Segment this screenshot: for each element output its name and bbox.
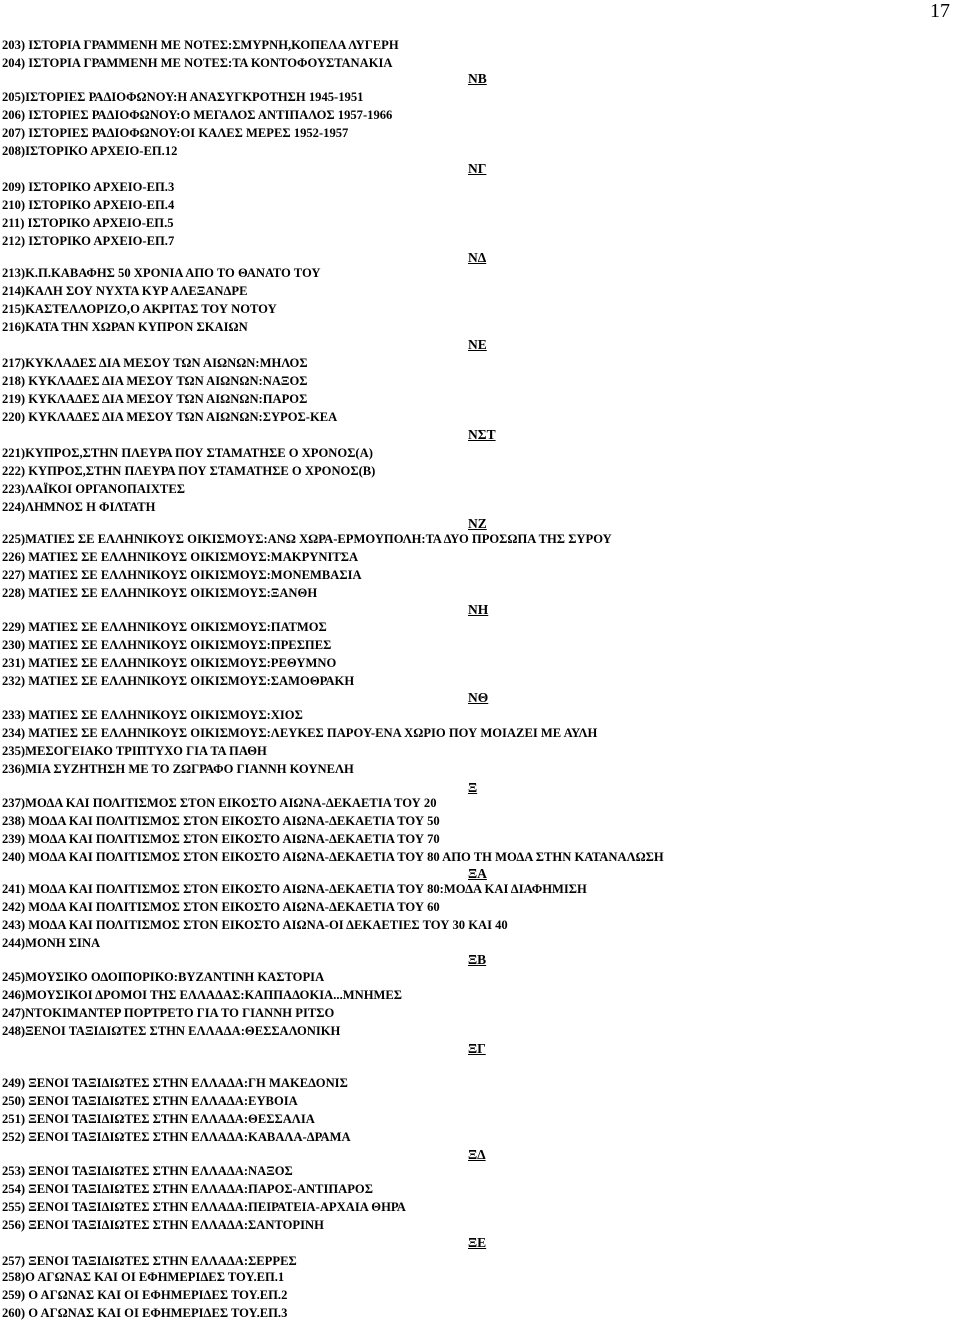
list-item: 228) ΜΑΤΙΕΣ ΣΕ ΕΛΛΗΝΙΚΟΥΣ ΟΙΚΙΣΜΟΥΣ:ΞΑΝΘΗ [2,586,318,600]
section-heading: ΝΕ [468,337,487,352]
list-item: 233) ΜΑΤΙΕΣ ΣΕ ΕΛΛΗΝΙΚΟΥΣ ΟΙΚΙΣΜΟΥΣ:ΧΙΟΣ [2,708,303,722]
list-item: 252) ΞΕΝΟΙ ΤΑΞΙΔΙΩΤΕΣ ΣΤΗΝ ΕΛΛΑΔΑ:ΚΑΒΑΛΑ-ΔΡΑΜΑ [2,1130,351,1144]
list-item: 246)ΜΟΥΣΙΚΟΙ ΔΡΟΜΟΙ ΤΗΣ ΕΛΛΑΔΑΣ:ΚΑΠΠΑΔΟΚΙΑ...ΜΝΗΜΕΣ [2,988,403,1002]
list-item: 223)ΛΑΪΚΟΙ ΟΡΓΑΝΟΠΑΙΧΤΕΣ [2,482,185,496]
list-item: 217)ΚΥΚΛΑΔΕΣ ΔΙΑ ΜΕΣΟΥ ΤΩΝ ΑΙΩΝΩΝ:ΜΗΛΟΣ [2,356,308,370]
list-item: 207) ΙΣΤΟΡΙΕΣ ΡΑΔΙΟΦΩΝΟΥ:ΟΙ ΚΑΛΕΣ ΜΕΡΕΣ 1952-1957 [2,126,349,140]
list-item: 227) ΜΑΤΙΕΣ ΣΕ ΕΛΛΗΝΙΚΟΥΣ ΟΙΚΙΣΜΟΥΣ:ΜΟΝΕΜΒΑΣΙΑ [2,568,362,582]
list-item: 219) ΚΥΚΛΑΔΕΣ ΔΙΑ ΜΕΣΟΥ ΤΩΝ ΑΙΩΝΩΝ:ΠΑΡΟΣ [2,392,308,406]
list-item: 215)ΚΑΣΤΕΛΛΟΡΙΖΟ,Ο ΑΚΡΙΤΑΣ ΤΟΥ ΝΟΤΟΥ [2,302,277,316]
section-heading: ΝΓ [468,161,487,176]
list-item: 230) ΜΑΤΙΕΣ ΣΕ ΕΛΛΗΝΙΚΟΥΣ ΟΙΚΙΣΜΟΥΣ:ΠΡΕΣΠΕΣ [2,638,332,652]
list-item: 240) ΜΟΔΑ ΚΑΙ ΠΟΛΙΤΙΣΜΟΣ ΣΤΟΝ ΕΙΚΟΣΤΟ ΑΙΩΝΑ-ΔΕΚΑΕΤΙΑ ΤΟΥ 80 ΑΠΟ ΤΗ ΜΟΔΑ ΣΤΗΝ ΚΑΤΑΝΑΛΩΣΗ [2,850,664,864]
list-item: 211) ΙΣΤΟΡΙΚΟ ΑΡΧΕΙΟ-ΕΠ.5 [2,216,174,230]
list-item: 239) ΜΟΔΑ ΚΑΙ ΠΟΛΙΤΙΣΜΟΣ ΣΤΟΝ ΕΙΚΟΣΤΟ ΑΙΩΝΑ-ΔΕΚΑΕΤΙΑ ΤΟΥ 70 [2,832,440,846]
list-item: 218) ΚΥΚΛΑΔΕΣ ΔΙΑ ΜΕΣΟΥ ΤΩΝ ΑΙΩΝΩΝ:ΝΑΞΟΣ [2,374,308,388]
section-heading: ΝΣΤ [468,427,496,442]
list-item: 234) ΜΑΤΙΕΣ ΣΕ ΕΛΛΗΝΙΚΟΥΣ ΟΙΚΙΣΜΟΥΣ:ΛΕΥΚΕΣ ΠΑΡΟΥ-ΕΝΑ ΧΩΡΙΟ ΠΟΥ ΜΟΙΑΖΕΙ ΜΕ ΑΥΛΗ [2,726,598,740]
section-heading: ΞΓ [468,1041,486,1056]
list-item: 210) ΙΣΤΟΡΙΚΟ ΑΡΧΕΙΟ-ΕΠ.4 [2,198,175,212]
list-item: 258)Ο ΑΓΩΝΑΣ ΚΑΙ ΟΙ ΕΦΗΜΕΡΙΔΕΣ ΤΟΥ.ΕΠ.1 [2,1270,285,1284]
list-item: 206) ΙΣΤΟΡΙΕΣ ΡΑΔΙΟΦΩΝΟΥ:Ο ΜΕΓΑΛΟΣ ΑΝΤΙΠΑΛΟΣ 1957-1966 [2,108,393,122]
list-item: 214)ΚΑΛΗ ΣΟΥ ΝΥΧΤΑ ΚΥΡ ΑΛΕΞΑΝΔΡΕ [2,284,248,298]
list-item: 213)Κ.Π.ΚΑΒΑΦΗΣ 50 ΧΡΟΝΙΑ ΑΠΟ ΤΟ ΘΑΝΑΤΟ ΤΟΥ [2,266,321,280]
section-heading: ΞΑ [468,866,487,881]
list-item: 236)ΜΙΑ ΣΥΖΗΤΗΣΗ ΜΕ ΤΟ ΖΩΓΡΑΦΟ ΓΙΑΝΝΗ ΚΟΥΝΕΛΗ [2,762,354,776]
section-heading: ΝΖ [468,516,487,531]
list-item: 259) Ο ΑΓΩΝΑΣ ΚΑΙ ΟΙ ΕΦΗΜΕΡΙΔΕΣ ΤΟΥ.ΕΠ.2 [2,1288,288,1302]
list-item: 253) ΞΕΝΟΙ ΤΑΞΙΔΙΩΤΕΣ ΣΤΗΝ ΕΛΛΑΔΑ:ΝΑΞΟΣ [2,1164,293,1178]
list-item: 251) ΞΕΝΟΙ ΤΑΞΙΔΙΩΤΕΣ ΣΤΗΝ ΕΛΛΑΔΑ:ΘΕΣΣΑΛΙΑ [2,1112,315,1126]
list-item: 212) ΙΣΤΟΡΙΚΟ ΑΡΧΕΙΟ-ΕΠ.7 [2,234,175,248]
section-heading: ΝΔ [468,250,487,265]
list-item: 232) ΜΑΤΙΕΣ ΣΕ ΕΛΛΗΝΙΚΟΥΣ ΟΙΚΙΣΜΟΥΣ:ΣΑΜΟΘΡΑΚΗ [2,674,355,688]
list-item: 204) ΙΣΤΟΡΙΑ ΓΡΑΜΜΕΝΗ ΜΕ ΝΟΤΕΣ:ΤΑ ΚΟΝΤΟΦΟΥΣΤΑΝΑΚΙΑ [2,56,393,70]
section-heading: ΞΒ [468,952,487,967]
list-item: 247)ΝΤΟΚΙΜΑΝΤΕΡ ΠΟΡΤΡΕΤΟ ΓΙΑ ΤΟ ΓΙΑΝΝΗ ΡΙΤΣΟ [2,1006,335,1020]
list-item: 256) ΞΕΝΟΙ ΤΑΞΙΔΙΩΤΕΣ ΣΤΗΝ ΕΛΛΑΔΑ:ΣΑΝΤΟΡΙΝΗ [2,1218,324,1232]
list-item: 241) ΜΟΔΑ ΚΑΙ ΠΟΛΙΤΙΣΜΟΣ ΣΤΟΝ ΕΙΚΟΣΤΟ ΑΙΩΝΑ-ΔΕΚΑΕΤΙΑ ΤΟΥ 80:ΜΟΔΑ ΚΑΙ ΔΙΑΦΗΜΙΣΗ [2,882,587,896]
list-item: 231) ΜΑΤΙΕΣ ΣΕ ΕΛΛΗΝΙΚΟΥΣ ΟΙΚΙΣΜΟΥΣ:ΡΕΘΥΜΝΟ [2,656,337,670]
list-item: 221)ΚΥΠΡΟΣ,ΣΤΗΝ ΠΛΕΥΡΑ ΠΟΥ ΣΤΑΜΑΤΗΣΕ Ο ΧΡΟΝΟΣ(Α) [2,446,373,460]
list-item: 208)ΙΣΤΟΡΙΚΟ ΑΡΧΕΙΟ-ΕΠ.12 [2,144,178,158]
list-item: 226) ΜΑΤΙΕΣ ΣΕ ΕΛΛΗΝΙΚΟΥΣ ΟΙΚΙΣΜΟΥΣ:ΜΑΚΡΥΝΙΤΣΑ [2,550,359,564]
list-item: 245)ΜΟΥΣΙΚΟ ΟΔΟΙΠΟΡΙΚΟ:ΒΥΖΑΝΤΙΝΗ ΚΑΣΤΟΡΙΑ [2,970,325,984]
list-item: 257) ΞΕΝΟΙ ΤΑΞΙΔΙΩΤΕΣ ΣΤΗΝ ΕΛΛΑΔΑ:ΣΕΡΡΕΣ [2,1254,297,1268]
list-item: 260) Ο ΑΓΩΝΑΣ ΚΑΙ ΟΙ ΕΦΗΜΕΡΙΔΕΣ ΤΟΥ.ΕΠ.3 [2,1306,288,1320]
list-item: 243) ΜΟΔΑ ΚΑΙ ΠΟΛΙΤΙΣΜΟΣ ΣΤΟΝ ΕΙΚΟΣΤΟ ΑΙΩΝΑ-ΟΙ ΔΕΚΑΕΤΙΕΣ ΤΟΥ 30 ΚΑΙ 40 [2,918,508,932]
list-item: 237)ΜΟΔΑ ΚΑΙ ΠΟΛΙΤΙΣΜΟΣ ΣΤΟΝ ΕΙΚΟΣΤΟ ΑΙΩΝΑ-ΔΕΚΑΕΤΙΑ ΤΟΥ 20 [2,796,437,810]
list-item: 248)ΞΕΝΟΙ ΤΑΞΙΔΙΩΤΕΣ ΣΤΗΝ ΕΛΛΑΔΑ:ΘΕΣΣΑΛΟΝΙΚΗ [2,1024,341,1038]
list-item: 254) ΞΕΝΟΙ ΤΑΞΙΔΙΩΤΕΣ ΣΤΗΝ ΕΛΛΑΔΑ:ΠΑΡΟΣ-ΑΝΤΙΠΑΡΟΣ [2,1182,373,1196]
section-heading: ΞΔ [468,1147,486,1162]
list-item: 235)ΜΕΣΟΓΕΙΑΚΟ ΤΡΙΠΤΥΧΟ ΓΙΑ ΤΑ ΠΑΘΗ [2,744,267,758]
section-heading: Ξ [468,780,478,795]
list-item: 225)ΜΑΤΙΕΣ ΣΕ ΕΛΛΗΝΙΚΟΥΣ ΟΙΚΙΣΜΟΥΣ:ΑΝΩ ΧΩΡΑ-ΕΡΜΟΥΠΟΛΗ:ΤΑ ΔΥΟ ΠΡΟΣΩΠΑ ΤΗΣ ΣΥΡΟΥ [2,532,612,546]
list-item: 249) ΞΕΝΟΙ ΤΑΞΙΔΙΩΤΕΣ ΣΤΗΝ ΕΛΛΑΔΑ:ΓΗ ΜΑΚΕΔΟΝΙΣ [2,1076,348,1090]
list-item: 220) ΚΥΚΛΑΔΕΣ ΔΙΑ ΜΕΣΟΥ ΤΩΝ ΑΙΩΝΩΝ:ΣΥΡΟΣ-ΚΕΑ [2,410,338,424]
list-item: 209) ΙΣΤΟΡΙΚΟ ΑΡΧΕΙΟ-ΕΠ.3 [2,180,175,194]
list-item: 216)ΚΑΤΑ ΤΗΝ ΧΩΡΑΝ ΚΥΠΡΟΝ ΣΚΑΙΩΝ [2,320,248,334]
list-item: 224)ΛΗΜΝΟΣ Η ΦΙΛΤΑΤΗ [2,500,156,514]
list-item: 222) ΚΥΠΡΟΣ,ΣΤΗΝ ΠΛΕΥΡΑ ΠΟΥ ΣΤΑΜΑΤΗΣΕ Ο ΧΡΟΝΟΣ(Β) [2,464,376,478]
list-item: 229) ΜΑΤΙΕΣ ΣΕ ΕΛΛΗΝΙΚΟΥΣ ΟΙΚΙΣΜΟΥΣ:ΠΑΤΜΟΣ [2,620,327,634]
section-heading: ΞΕ [468,1235,487,1250]
page-number: 17 [930,0,950,22]
section-heading: ΝΗ [468,602,489,617]
list-item: 203) ΙΣΤΟΡΙΑ ΓΡΑΜΜΕΝΗ ΜΕ ΝΟΤΕΣ:ΣΜΥΡΝΗ,ΚΟΠΕΛΑ ΛΥΓΕΡΗ [2,38,399,52]
list-item: 242) ΜΟΔΑ ΚΑΙ ΠΟΛΙΤΙΣΜΟΣ ΣΤΟΝ ΕΙΚΟΣΤΟ ΑΙΩΝΑ-ΔΕΚΑΕΤΙΑ ΤΟΥ 60 [2,900,440,914]
section-heading: ΝΘ [468,690,489,705]
section-heading: ΝΒ [468,71,487,86]
list-item: 255) ΞΕΝΟΙ ΤΑΞΙΔΙΩΤΕΣ ΣΤΗΝ ΕΛΛΑΔΑ:ΠΕΙΡΑΤΕΙΑ-ΑΡΧΑΙΑ ΘΗΡΑ [2,1200,406,1214]
list-item: 250) ΞΕΝΟΙ ΤΑΞΙΔΙΩΤΕΣ ΣΤΗΝ ΕΛΛΑΔΑ:ΕΥΒΟΙΑ [2,1094,298,1108]
list-item: 205)ΙΣΤΟΡΙΕΣ ΡΑΔΙΟΦΩΝΟΥ:Η ΑΝΑΣΥΓΚΡΟΤΗΣΗ 1945-1951 [2,90,364,104]
list-item: 238) ΜΟΔΑ ΚΑΙ ΠΟΛΙΤΙΣΜΟΣ ΣΤΟΝ ΕΙΚΟΣΤΟ ΑΙΩΝΑ-ΔΕΚΑΕΤΙΑ ΤΟΥ 50 [2,814,440,828]
list-item: 244)ΜΟΝΗ ΣΙΝΑ [2,936,101,950]
